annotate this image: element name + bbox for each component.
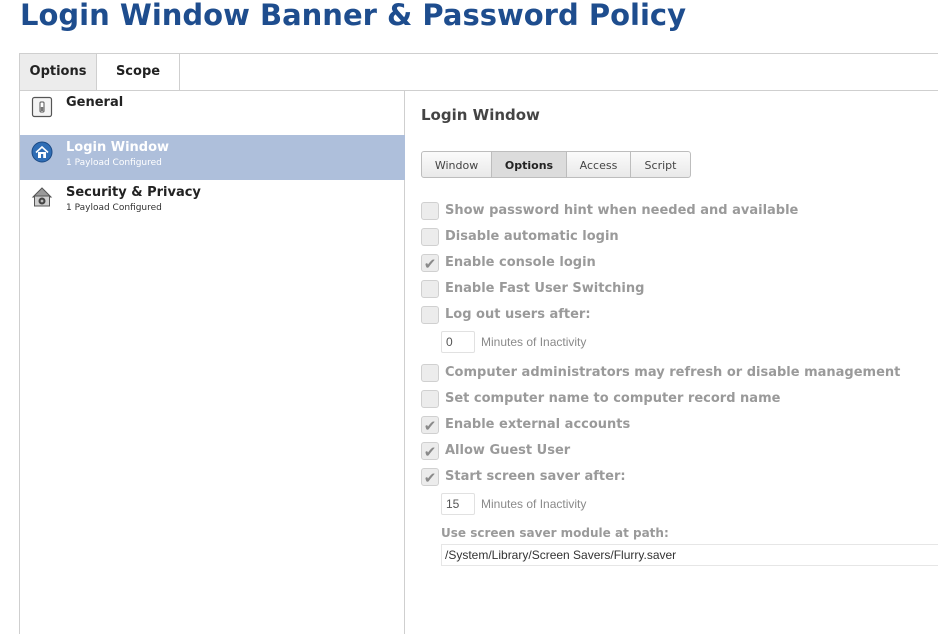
logout-minutes-unit: Minutes of Inactivity (481, 335, 587, 349)
payload-name: Security & Privacy (66, 185, 201, 200)
payload-name: General (66, 95, 124, 110)
checkbox[interactable] (421, 202, 439, 220)
house-icon (31, 141, 53, 163)
tab-access[interactable]: Access (566, 151, 631, 178)
option-label: Log out users after: (445, 307, 591, 322)
payload-item-security-privacy[interactable] (20, 180, 405, 225)
tab-options[interactable]: Options (19, 54, 96, 90)
option-label: Enable external accounts (445, 417, 631, 432)
logout-minutes-input[interactable]: 0 (441, 331, 475, 353)
screen-saver-path-label: Use screen saver module at path: (441, 526, 669, 540)
option-label: Allow Guest User (445, 443, 571, 458)
lock-house-icon (31, 186, 53, 208)
screen-saver-path-input[interactable]: /System/Library/Screen Savers/Flurry.saver (441, 544, 938, 566)
checkbox-checked[interactable]: ✔ (421, 416, 439, 434)
payload-name: Login Window (66, 140, 170, 155)
option-label: Disable automatic login (445, 229, 619, 244)
payload-status: 1 Payload Configured (66, 158, 162, 168)
checkbox[interactable] (421, 280, 439, 298)
tab-window[interactable]: Window (421, 151, 492, 178)
option-label: Set computer name to computer record name (445, 391, 781, 406)
checkbox[interactable] (421, 364, 439, 382)
payload-item-login-window[interactable] (20, 135, 405, 180)
checkbox[interactable] (421, 306, 439, 324)
switch-icon (31, 96, 53, 118)
checkbox[interactable] (421, 228, 439, 246)
section-title: Login Window (421, 106, 540, 124)
tab-scope[interactable]: Scope (96, 54, 180, 90)
payload-list (19, 90, 405, 634)
option-label: Start screen saver after: (445, 469, 626, 484)
top-tab-bar (19, 53, 938, 91)
payload-item-general[interactable] (20, 90, 405, 135)
tab-options[interactable]: Options (491, 151, 567, 178)
checkbox-checked[interactable]: ✔ (421, 468, 439, 486)
option-label: Computer administrators may refresh or disable management (445, 365, 901, 380)
option-label: Enable Fast User Switching (445, 281, 645, 296)
tab-script[interactable]: Script (630, 151, 691, 178)
checkbox-checked[interactable]: ✔ (421, 442, 439, 460)
payload-status: 1 Payload Configured (66, 203, 162, 213)
screensaver-minutes-unit: Minutes of Inactivity (481, 497, 587, 511)
checkbox[interactable] (421, 390, 439, 408)
option-label: Enable console login (445, 255, 596, 270)
page-title: Login Window Banner & Password Policy (20, 0, 686, 32)
screensaver-minutes-input[interactable]: 15 (441, 493, 475, 515)
checkbox-checked[interactable]: ✔ (421, 254, 439, 272)
option-label: Show password hint when needed and available (445, 203, 799, 218)
